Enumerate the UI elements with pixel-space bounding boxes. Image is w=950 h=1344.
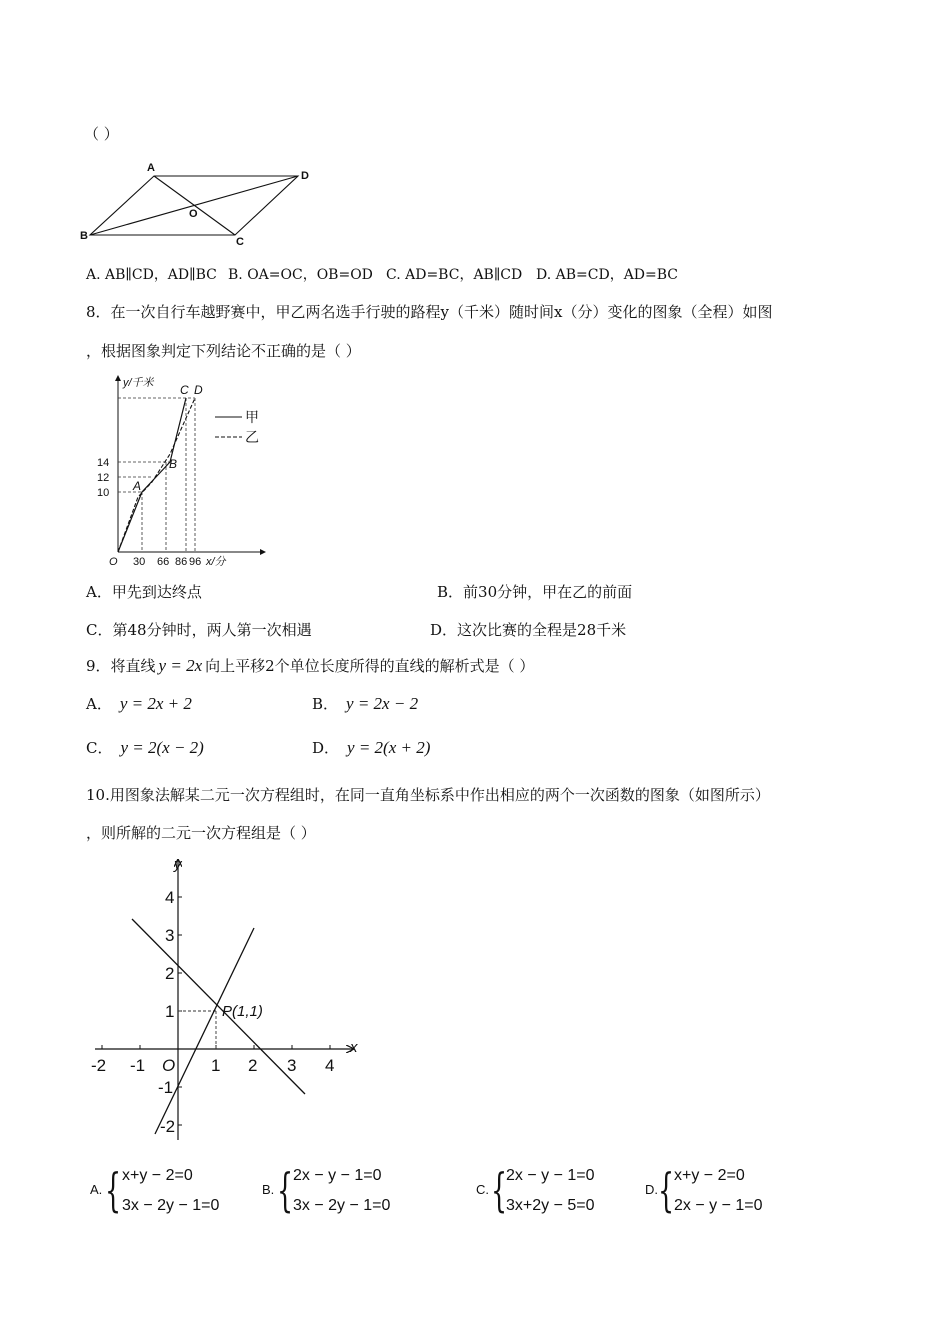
x-tick-4: 4 (325, 1056, 335, 1075)
q10-option-d-eq1: x+y − 2=0 (674, 1167, 745, 1184)
brace-icon: { (658, 1163, 675, 1217)
q10-option-a-eq2: 3x − 2y − 1=0 (122, 1197, 220, 1214)
q9-option-d-expr: y = 2(x + 2) (347, 738, 431, 757)
q10-option-d-label: D. (645, 1182, 658, 1197)
x-tick-1: 1 (211, 1056, 221, 1075)
q9-option-b-label: B． (312, 695, 339, 713)
q8-stem-line2: ，根据图象判定下列结论不正确的是（ ） (86, 342, 361, 360)
x-tick-neg2: -2 (91, 1056, 107, 1075)
q9-option-a-label: A． (86, 695, 112, 713)
q7-answer-paren: （ ） (84, 125, 119, 143)
q9-option-b[interactable] (312, 693, 418, 714)
q8-option-d[interactable]: D．这次比赛的全程是28千米 (430, 621, 627, 639)
q10-stem-line1: 10.用图象法解某二元一次方程组时，在同一直角坐标系中作出相应的两个一次函数的图象（如图所示） (86, 786, 770, 804)
origin-label: O (162, 1056, 176, 1075)
center-o-label: O (189, 208, 198, 220)
q10-option-c-eq2: 3x+2y − 5=0 (506, 1197, 595, 1214)
q8-option-b[interactable]: B．前30分钟，甲在乙的前面 (437, 583, 633, 601)
brace-icon: { (105, 1163, 122, 1217)
q10-option-b-label: B. (262, 1182, 275, 1197)
legend-yi-label: 乙 (245, 429, 259, 445)
vertex-c-label: C (236, 236, 244, 248)
y-tick-neg1: -1 (158, 1078, 174, 1097)
q10-option-c-eq1: 2x − y − 1=0 (506, 1167, 595, 1184)
q10-option-a[interactable] (90, 1165, 250, 1221)
x-tick-66: 66 (157, 556, 170, 568)
q9-option-d[interactable] (312, 737, 430, 758)
q7-option-c[interactable]: C. AD=BC，AB∥CD (386, 267, 523, 283)
brace-icon: { (491, 1163, 508, 1217)
q7-option-b[interactable]: B. OA=OC，OB=OD (228, 267, 373, 283)
y-axis-label: y/千米 (123, 377, 154, 389)
q7-parallelogram-figure (80, 158, 320, 250)
series-jia-line (118, 398, 186, 552)
q8-option-c[interactable]: C．第48分钟时，两人第一次相遇 (86, 621, 312, 639)
q9-option-b-expr: y = 2x − 2 (346, 694, 419, 713)
q10-stem-line2: ，则所解的二元一次方程组是（ ） (86, 824, 316, 842)
y-axis-label: y (174, 856, 182, 873)
x-tick-96: 96 (189, 556, 202, 568)
q10-option-b[interactable] (262, 1165, 422, 1221)
q8-distance-time-graph (90, 372, 280, 568)
q9-stem-suffix: 向上平移2个单位长度所得的直线的解析式是（ ） (205, 657, 535, 675)
q9-option-a[interactable] (86, 693, 192, 714)
x-tick-86: 86 (175, 556, 188, 568)
legend-jia-label: 甲 (245, 409, 259, 425)
q10-option-c-label: C. (476, 1182, 489, 1197)
q10-option-b-eq2: 3x − 2y − 1=0 (293, 1197, 391, 1214)
x-tick-neg1: -1 (130, 1056, 146, 1075)
point-c-label: C (180, 383, 189, 397)
q10-option-b-eq1: 2x − y − 1=0 (293, 1167, 382, 1184)
q7-option-d[interactable]: D. AB=CD，AD=BC (536, 267, 679, 283)
q7-option-a[interactable]: A. AB∥CD，AD∥BC (86, 267, 217, 283)
point-d-label: D (194, 383, 203, 397)
q9-option-c-expr: y = 2(x − 2) (120, 738, 204, 757)
q8-option-a[interactable]: A．甲先到达终点 (86, 583, 202, 601)
q10-option-d-eq2: 2x − y − 1=0 (674, 1197, 763, 1214)
y-tick-12: 12 (97, 472, 110, 484)
q10-option-d[interactable] (645, 1165, 785, 1221)
intersection-point-label: P(1,1) (222, 1003, 263, 1020)
y-tick-3: 3 (165, 926, 175, 945)
brace-icon: { (277, 1163, 294, 1217)
y-tick-1: 1 (165, 1002, 175, 1021)
vertex-b-label: B (80, 230, 88, 242)
x-tick-2: 2 (248, 1056, 258, 1075)
q9-stem-expr: y = 2x (158, 656, 203, 675)
line-y-eq-2x-minus-1 (155, 928, 254, 1134)
q10-option-c[interactable] (476, 1165, 616, 1221)
q10-linear-functions-graph (85, 852, 370, 1142)
q10-option-a-label: A. (90, 1182, 103, 1197)
q9-stem-prefix: 9．将直线 (86, 657, 156, 675)
q9-option-d-label: D． (312, 739, 340, 757)
q9-option-c-label: C． (86, 739, 113, 757)
point-a-label: A (133, 479, 142, 493)
x-tick-30: 30 (133, 556, 146, 568)
q9-option-c[interactable] (86, 737, 204, 758)
y-tick-10: 10 (97, 487, 110, 499)
q9-stem (86, 655, 534, 676)
vertex-d-label: D (301, 170, 309, 182)
y-tick-neg2: -2 (160, 1117, 176, 1136)
q10-option-a-eq1: x+y − 2=0 (122, 1167, 193, 1184)
y-tick-2: 2 (165, 964, 175, 983)
q9-option-a-expr: y = 2x + 2 (119, 694, 192, 713)
vertex-a-label: A (147, 162, 155, 174)
q8-stem-line1: 8．在一次自行车越野赛中，甲乙两名选手行驶的路程y（千米）随时间x（分）变化的图象（全程）如图 (86, 303, 773, 321)
origin-label: O (109, 556, 118, 568)
point-b-label: B (169, 457, 178, 471)
x-tick-3: 3 (287, 1056, 297, 1075)
x-axis-label: x/分 (206, 556, 226, 568)
y-tick-14: 14 (97, 457, 110, 469)
series-yi-line (118, 398, 195, 552)
x-axis-label: x (350, 1039, 358, 1056)
y-tick-4: 4 (165, 888, 175, 907)
